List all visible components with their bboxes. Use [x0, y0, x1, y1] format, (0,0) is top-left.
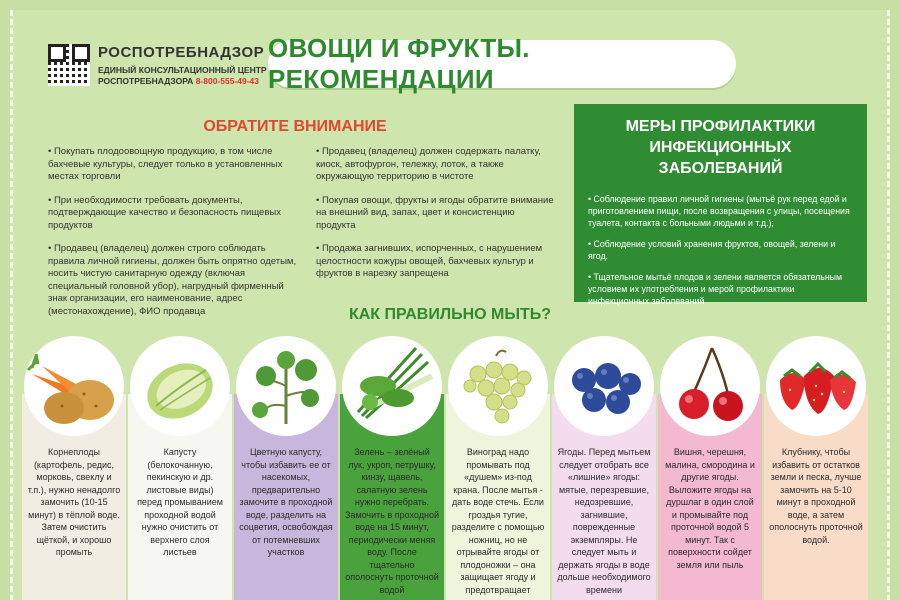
root-vegetables-icon [24, 336, 124, 436]
prevention-item: • Соблюдение условий хранения фруктов, овощей, зелени и ягод. [588, 239, 836, 261]
washing-text: Виноград надо промывать под «душем» из-под крана. После мытья - дать воде стечь. Если гроздья тугие, разделите с помощью ножниц, но не отрывайте ягоды от плодоножки – она защищает ягоду и предотвращает [446, 394, 550, 600]
prevention-box [574, 104, 867, 306]
washing-card-cherries [658, 336, 762, 600]
blueberries-icon [554, 336, 654, 436]
washing-card-greens [340, 336, 444, 600]
page-title: ОВОЩИ И ФРУКТЫ. РЕКОМЕНДАЦИИ [268, 40, 736, 88]
washing-card-root-vegetables [22, 336, 126, 600]
prevention-heading: МЕРЫ ПРОФИЛАКТИКИ ИНФЕКЦИОННЫХ ЗАБОЛЕВАНИЙ [625, 118, 816, 177]
washing-text: Капусту (белокочанную, пекинскую и др. листовые виды) перед промыванием проходной водой нужно очистить от верхнего слоя листьев [128, 394, 232, 600]
grapes-icon [448, 336, 548, 436]
prevention-item: • Соблюдение правил личной гигиены (мытьё рук перед едой и приготовлением пищи, после возвращения с улицы, посещения туалета, контакта с больными людьми и т.д.); [588, 194, 850, 228]
washing-card-strawberries [764, 336, 868, 600]
org-name: РОСПОТРЕБНАДЗОР [98, 44, 265, 61]
prevention-item: • Тщательное мытьё плодов и зелени является обязательным условием их употребления и мерой профилактики инфекционных заболеваний [588, 272, 843, 306]
washing-text: Клубнику, чтобы избавить от остатков земли и песка, лучше замочить на 5-10 минут в проходной воде, а затем ополоснуть проточной водой. [764, 394, 868, 600]
attention-item: • Покупая овощи, фрукты и ягоды обратите внимание на внешний вид, запах, цвет и консистенцию продукта [316, 194, 554, 231]
attention-column-middle [316, 146, 554, 292]
washing-text: Вишня, черешня, малина, смородина и другие ягоды. Выложите ягоды на дуршлаг в один слой и промывайте под проточной водой 5 минут. Так с поверхности сойдет земля или пыль [658, 394, 762, 600]
attention-heading: ОБРАТИТЕ ВНИМАНИЕ [203, 118, 387, 135]
greens-icon [342, 336, 442, 436]
qr-code-icon[interactable] [48, 44, 90, 86]
attention-item: • Продавец (владелец) должен строго соблюдать правила личной гигиены, должен быть опрятно одетым, носить чистую санитарную одежду (включая специальный головной убор), нагрудный фирменный знак организации, его наименование, адрес (местонахождение), ФИО продавца [48, 243, 297, 317]
attention-item: • Продавец (владелец) должен содержать палатку, киоск, автофургон, тележку, лоток, а также окружающую территорию в чистоте [316, 146, 541, 182]
attention-item: • Продажа загнивших, испорченных, с нарушением целостности кожуры овощей, бахчевых культур и фруктов в нарезку запрещена [316, 243, 543, 279]
washing-card-cabbage [128, 336, 232, 600]
washing-text: Корнеплоды (картофель, редис, морковь, свеклу и т.п.), нужно ненадолго замочить (10-15 минут) в тёплой воде. Затем очистить щёткой, и хорошо промыть [22, 394, 126, 600]
washing-card-berries [552, 336, 656, 600]
washing-card-cauliflower [234, 336, 338, 600]
washing-text: Ягоды. Перед мытьем следует отобрать все «лишние» ягоды: мятые, перезревшие, недозревшие, загнившие, поврежденные экземпляры. Не следует мыть и держать ягоды в воде дольше необходимого времени [552, 394, 656, 600]
cherries-icon [660, 336, 760, 436]
cauliflower-icon [236, 336, 336, 436]
washing-text: Зелень – зелёный лук, укроп, петрушку, кинзу, щавель, салатную зелень нужно перебрать. Замочить в проходной воде на 15 минут, периодически меняя воду. После тщательно ополоснуть проточной водой [340, 394, 444, 600]
washing-text: Цветную капусту, чтобы избавить ее от насекомых, предварительно замочите в проходной воде, разделить на соцветия, освобождая от потемневших участков [234, 394, 338, 600]
strawberries-icon [766, 336, 866, 436]
cabbage-icon [130, 336, 230, 436]
header [48, 42, 288, 92]
attention-item: • При необходимости требовать документы, подтверждающие качество и безопасность пищевых продуктов [48, 194, 281, 231]
org-subtitle: ЕДИНЫЙ КОНСУЛЬТАЦИОННЫЙ ЦЕНТР [98, 65, 267, 75]
washing-heading: КАК ПРАВИЛЬНО МЫТЬ? [348, 306, 552, 323]
org-subtitle-2: РОСПОТРЕБНАДЗОРА 8-800-555-49-43 [98, 76, 260, 86]
attention-column-left [48, 146, 300, 329]
hotline-phone[interactable]: 8-800-555-49-43 [195, 76, 260, 86]
washing-card-grapes [446, 336, 550, 600]
attention-item: • Покупать плодоовощную продукцию, в том числе бахчевые культуры, следует только в установленных местах торговли [48, 146, 283, 182]
